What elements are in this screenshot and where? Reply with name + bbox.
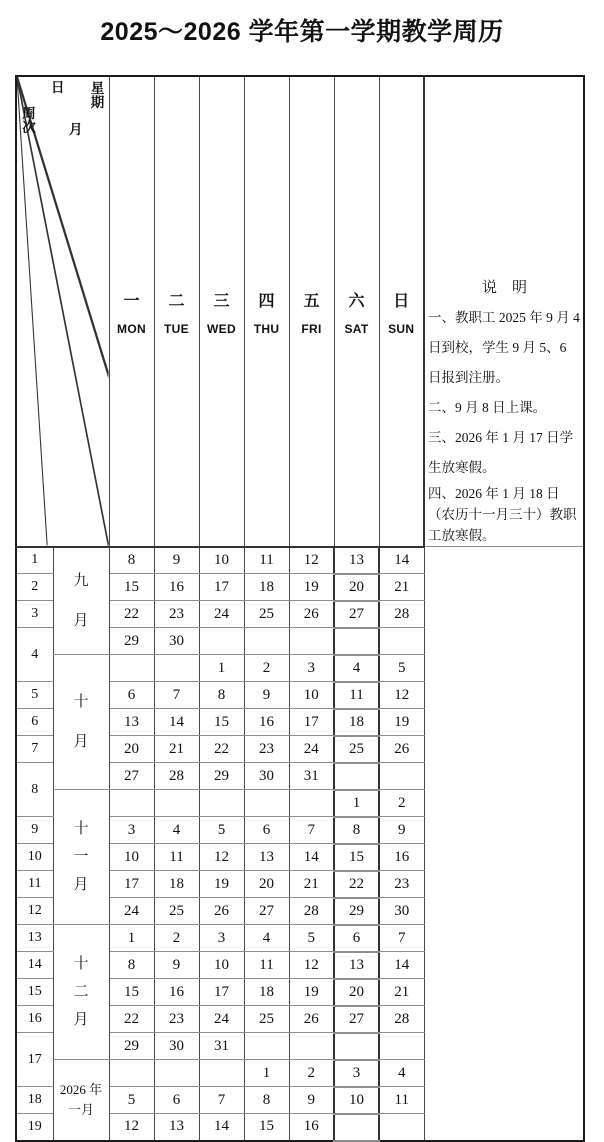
day-header-sat: [334, 76, 379, 547]
date-cell: 8: [244, 1087, 289, 1114]
date-cell: 19: [379, 709, 424, 736]
date-cell: 5: [109, 1087, 154, 1114]
month-label-cell: [53, 790, 109, 925]
date-cell: 27: [334, 1006, 379, 1033]
date-cell: 13: [154, 1114, 199, 1141]
date-cell: 20: [109, 736, 154, 763]
date-cell: 23: [154, 1006, 199, 1033]
week-number-cell: 13: [16, 925, 53, 952]
date-cell: 2: [289, 1060, 334, 1087]
date-cell: 17: [289, 709, 334, 736]
calendar-week-row: [16, 1060, 584, 1087]
date-cell: 14: [154, 709, 199, 736]
date-cell: 15: [334, 844, 379, 871]
month-label-line: 二: [73, 984, 89, 1000]
date-cell: 17: [109, 871, 154, 898]
month-label-line: 十: [73, 821, 89, 837]
date-cell: 26: [289, 601, 334, 628]
date-cell: 11: [244, 547, 289, 574]
date-cell: 12: [199, 844, 244, 871]
date-cell: 17: [199, 574, 244, 601]
date-cell: [334, 763, 379, 790]
date-cell: 26: [289, 1006, 334, 1033]
date-cell: 28: [379, 601, 424, 628]
date-cell: 2: [379, 790, 424, 817]
date-cell: 24: [109, 898, 154, 925]
corner-label-day: 日: [51, 80, 65, 95]
date-cell: 28: [289, 898, 334, 925]
date-cell: 12: [379, 682, 424, 709]
date-cell: 7: [379, 925, 424, 952]
date-cell: 28: [154, 763, 199, 790]
date-cell: 4: [379, 1060, 424, 1087]
date-cell: 23: [154, 601, 199, 628]
month-label-line: 月: [73, 1012, 89, 1028]
day-en: SAT: [344, 322, 369, 337]
date-cell: 15: [199, 709, 244, 736]
date-cell: 25: [244, 1006, 289, 1033]
date-cell: 30: [154, 628, 199, 655]
day-en: TUE: [164, 322, 189, 337]
date-cell: 10: [199, 547, 244, 574]
date-cell: [334, 1033, 379, 1060]
date-cell: 14: [379, 952, 424, 979]
week-number-cell: 7: [16, 736, 53, 763]
date-cell: 21: [379, 574, 424, 601]
date-cell: 12: [289, 952, 334, 979]
date-cell: 27: [244, 898, 289, 925]
page: [0, 17, 604, 1142]
day-zh: 日: [393, 293, 410, 311]
date-cell: [244, 1033, 289, 1060]
day-en: THU: [253, 322, 280, 337]
day-zh: 三: [213, 293, 230, 311]
date-cell: 6: [244, 817, 289, 844]
date-cell: 21: [289, 871, 334, 898]
week-number-cell: 8: [16, 763, 53, 817]
date-cell: [379, 628, 424, 655]
week-number-cell: 12: [16, 898, 53, 925]
date-cell: 29: [334, 898, 379, 925]
day-header-fri: [289, 76, 334, 547]
week-number-cell: 9: [16, 817, 53, 844]
date-cell: 22: [109, 1006, 154, 1033]
date-cell: [199, 628, 244, 655]
date-cell: 24: [199, 601, 244, 628]
date-cell: 6: [154, 1087, 199, 1114]
date-cell: [379, 1033, 424, 1060]
date-cell: 16: [154, 574, 199, 601]
date-cell: 27: [109, 763, 154, 790]
date-cell: 12: [109, 1114, 154, 1141]
date-cell: 4: [154, 817, 199, 844]
date-cell: 15: [109, 574, 154, 601]
date-cell: 8: [109, 952, 154, 979]
date-cell: 30: [154, 1033, 199, 1060]
date-cell: 13: [244, 844, 289, 871]
date-cell: 14: [199, 1114, 244, 1141]
date-cell: 21: [379, 979, 424, 1006]
date-cell: 28: [379, 1006, 424, 1033]
date-cell: 10: [289, 682, 334, 709]
day-zh: 六: [348, 293, 365, 311]
week-number-cell: 16: [16, 1006, 53, 1033]
date-cell: 4: [334, 655, 379, 682]
calendar-container: [15, 75, 604, 1142]
date-cell: 3: [199, 925, 244, 952]
date-cell: [154, 655, 199, 682]
calendar-week-row: [16, 925, 584, 952]
date-cell: [109, 790, 154, 817]
date-cell: [289, 628, 334, 655]
date-cell: 5: [379, 655, 424, 682]
date-cell: 19: [289, 574, 334, 601]
month-label-line: 月: [73, 612, 89, 629]
week-number-cell: 3: [16, 601, 53, 628]
date-cell: 30: [379, 898, 424, 925]
date-cell: [109, 655, 154, 682]
week-number-cell: 11: [16, 871, 53, 898]
month-label-line: 一: [73, 849, 89, 865]
date-cell: 20: [334, 979, 379, 1006]
date-cell: 29: [199, 763, 244, 790]
date-cell: 2: [154, 925, 199, 952]
date-cell: 26: [379, 736, 424, 763]
date-cell: 7: [154, 682, 199, 709]
date-cell: 15: [244, 1114, 289, 1141]
date-cell: [244, 628, 289, 655]
week-number-cell: 19: [16, 1114, 53, 1141]
date-cell: 10: [109, 844, 154, 871]
date-cell: 15: [109, 979, 154, 1006]
note-item: 三、2026 年 1 月 17 日学生放寒假。: [428, 430, 574, 475]
corner-diagonal-lines: [17, 77, 109, 546]
notes-list: [428, 303, 581, 546]
date-cell: 8: [199, 682, 244, 709]
date-cell: 18: [244, 979, 289, 1006]
date-cell: 29: [109, 1033, 154, 1060]
date-cell: 31: [289, 763, 334, 790]
week-number-cell: 17: [16, 1033, 53, 1087]
date-cell: 1: [334, 790, 379, 817]
date-cell: 16: [154, 979, 199, 1006]
date-cell: 14: [289, 844, 334, 871]
date-cell: 9: [154, 952, 199, 979]
date-cell: 24: [199, 1006, 244, 1033]
date-cell: 22: [199, 736, 244, 763]
day-en: FRI: [301, 322, 322, 337]
date-cell: 13: [334, 547, 379, 574]
corner-label-week-no: 周次: [22, 106, 36, 135]
month-label-line: 十: [73, 694, 89, 710]
day-header-thu: [244, 76, 289, 547]
date-cell: 23: [379, 871, 424, 898]
note-item: 二、9 月 8 日上课。: [428, 400, 547, 415]
note-item: 一、教职工 2025 年 9 月 4 日到校，学生 9 月 5、6 日报到注册。: [428, 310, 580, 385]
day-header-sun: [379, 76, 424, 547]
date-cell: 9: [289, 1087, 334, 1114]
date-cell: 22: [334, 871, 379, 898]
corner-label-month: 月: [69, 122, 83, 137]
date-cell: 14: [379, 547, 424, 574]
notes-cell: [424, 76, 584, 547]
date-cell: 3: [109, 817, 154, 844]
date-cell: 25: [334, 736, 379, 763]
date-cell: 12: [289, 547, 334, 574]
date-cell: [289, 790, 334, 817]
date-cell: 5: [199, 817, 244, 844]
day-header-tue: [154, 76, 199, 547]
day-zh: 一: [123, 293, 140, 311]
corner-label-weekday: 星期: [90, 81, 105, 110]
date-cell: 19: [199, 871, 244, 898]
date-cell: [154, 790, 199, 817]
date-cell: 3: [289, 655, 334, 682]
date-cell: 7: [199, 1087, 244, 1114]
month-label-line: 月: [73, 877, 89, 893]
date-cell: [379, 763, 424, 790]
header-row: [16, 76, 584, 547]
day-header-mon: [109, 76, 154, 547]
date-cell: 21: [154, 736, 199, 763]
date-cell: 13: [109, 709, 154, 736]
day-en: SUN: [388, 322, 415, 337]
month-label-line: 一月: [67, 1101, 94, 1117]
date-cell: 19: [289, 979, 334, 1006]
date-cell: 6: [109, 682, 154, 709]
day-en: WED: [207, 322, 236, 337]
date-cell: 29: [109, 628, 154, 655]
date-cell: 8: [109, 547, 154, 574]
date-cell: 10: [334, 1087, 379, 1114]
date-cell: 6: [334, 925, 379, 952]
month-label-line: 九: [73, 572, 89, 589]
date-cell: 23: [244, 736, 289, 763]
month-label-line: 十: [73, 956, 89, 972]
date-cell: 11: [379, 1087, 424, 1114]
teaching-week-calendar-table: [15, 75, 585, 1142]
date-cell: 4: [244, 925, 289, 952]
notes-heading: 说 明: [481, 280, 527, 296]
date-cell: 3: [334, 1060, 379, 1087]
month-label-cell: [53, 547, 109, 655]
week-number-cell: 15: [16, 979, 53, 1006]
date-cell: [154, 1060, 199, 1087]
day-zh: 五: [303, 293, 320, 311]
date-cell: 9: [379, 817, 424, 844]
day-zh: 四: [258, 293, 275, 311]
date-cell: 13: [334, 952, 379, 979]
month-label-cell: [53, 1060, 109, 1141]
date-cell: 31: [199, 1033, 244, 1060]
date-cell: 27: [334, 601, 379, 628]
week-number-cell: 6: [16, 709, 53, 736]
calendar-week-row: [16, 655, 584, 682]
date-cell: 24: [289, 736, 334, 763]
date-cell: 11: [154, 844, 199, 871]
date-cell: 1: [199, 655, 244, 682]
date-cell: 11: [334, 682, 379, 709]
week-number-cell: 2: [16, 574, 53, 601]
date-cell: 18: [154, 871, 199, 898]
date-cell: 20: [244, 871, 289, 898]
date-cell: 25: [154, 898, 199, 925]
date-cell: [289, 1033, 334, 1060]
date-cell: 5: [289, 925, 334, 952]
day-zh: 二: [168, 293, 185, 311]
date-cell: [199, 790, 244, 817]
date-cell: 1: [109, 925, 154, 952]
date-cell: 9: [244, 682, 289, 709]
date-cell: 9: [154, 547, 199, 574]
date-cell: 1: [244, 1060, 289, 1087]
week-number-cell: 1: [16, 547, 53, 574]
date-cell: 20: [334, 574, 379, 601]
date-cell: 18: [334, 709, 379, 736]
date-cell: 8: [334, 817, 379, 844]
date-cell: 11: [244, 952, 289, 979]
month-label-cell: [53, 925, 109, 1060]
calendar-week-row: [16, 547, 584, 574]
day-header-wed: [199, 76, 244, 547]
date-cell: [334, 1114, 379, 1141]
date-cell: [379, 1114, 424, 1141]
calendar-week-row: [16, 790, 584, 817]
date-cell: [244, 790, 289, 817]
date-cell: 2: [244, 655, 289, 682]
note-item: 四、2026 年 1 月 18 日（农历十一月三十）教职工放寒假。: [428, 486, 577, 543]
date-cell: 17: [199, 979, 244, 1006]
week-number-cell: 18: [16, 1087, 53, 1114]
date-cell: 7: [289, 817, 334, 844]
month-label-line: 2026 年: [59, 1081, 103, 1097]
date-cell: [334, 628, 379, 655]
date-cell: 26: [199, 898, 244, 925]
page-title: 2025～2026 学年第一学期教学周历: [100, 18, 504, 46]
date-cell: 10: [199, 952, 244, 979]
corner-header-cell: [16, 76, 109, 547]
date-cell: 16: [379, 844, 424, 871]
month-label-line: 月: [73, 734, 89, 750]
month-label-cell: [53, 655, 109, 790]
date-cell: [199, 1060, 244, 1087]
week-number-cell: 5: [16, 682, 53, 709]
date-cell: 25: [244, 601, 289, 628]
date-cell: [109, 1060, 154, 1087]
date-cell: 18: [244, 574, 289, 601]
date-cell: 22: [109, 601, 154, 628]
date-cell: 30: [244, 763, 289, 790]
week-number-cell: 4: [16, 628, 53, 682]
day-en: MON: [117, 322, 146, 337]
week-number-cell: 14: [16, 952, 53, 979]
week-number-cell: 10: [16, 844, 53, 871]
date-cell: 16: [244, 709, 289, 736]
date-cell: 16: [289, 1114, 334, 1141]
